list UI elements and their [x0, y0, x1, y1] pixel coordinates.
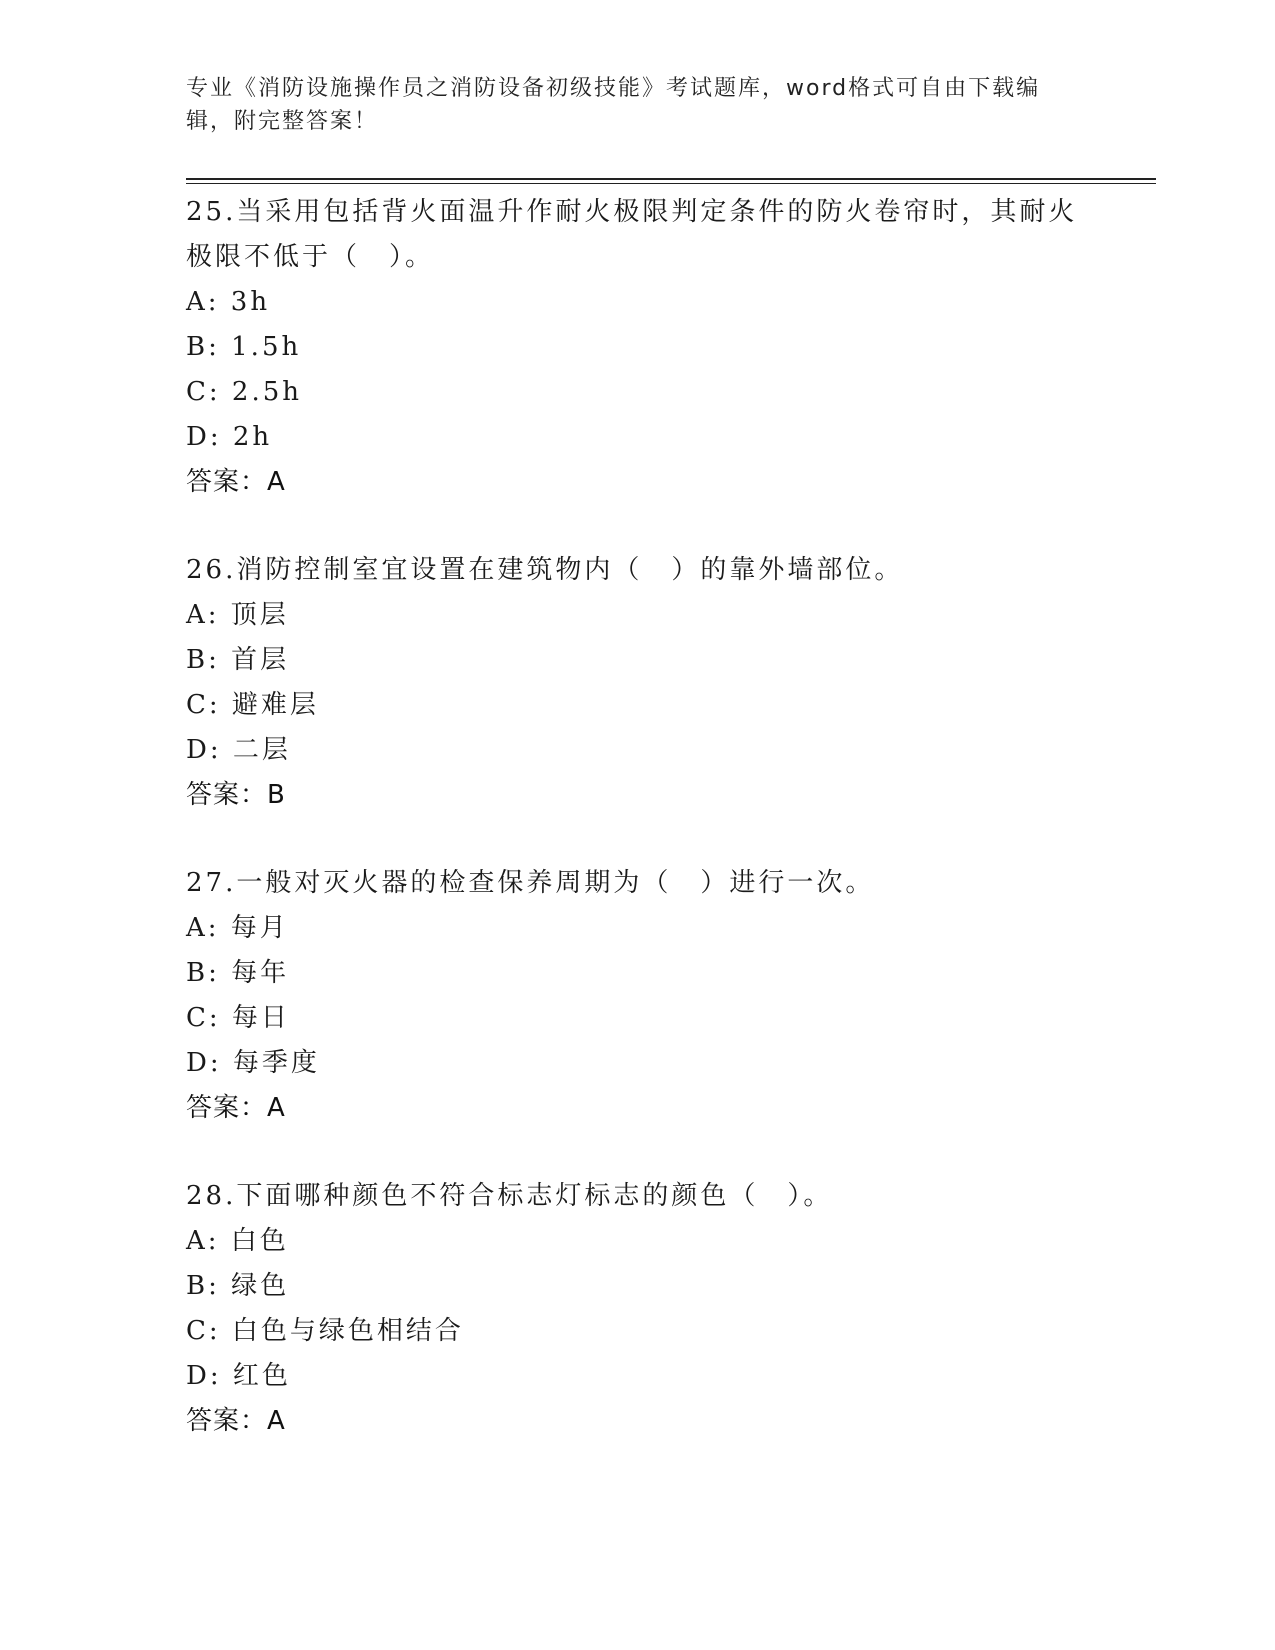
- option-b: B: 绿色: [186, 1271, 290, 1301]
- answer: 答案：A: [186, 1406, 286, 1436]
- question-text: 25.当采用包括背火面温升作耐火极限判定条件的防火卷帘时，其耐火极限不低于（ ）。: [186, 197, 1078, 272]
- document-header: 专业《消防设施操作员之消防设备初级技能》考试题库，word格式可自由下载编辑，附完整答案！: [186, 76, 1041, 134]
- option-d: D: 每季度: [186, 1048, 320, 1078]
- header-divider-thin: [186, 183, 1156, 184]
- option-a: A: 每月: [186, 913, 289, 943]
- option-a: A: 顶层: [186, 600, 289, 630]
- option-b: B: 每年: [186, 958, 290, 988]
- question-26: [186, 548, 1086, 818]
- option-d: D: 红色: [186, 1361, 291, 1391]
- question-text: 26.消防控制室宜设置在建筑物内（ ）的靠外墙部位。: [186, 555, 904, 585]
- question-list: [186, 190, 1086, 1487]
- answer: 答案：A: [186, 467, 286, 497]
- question-27: [186, 861, 1086, 1131]
- option-b: B: 1.5h: [186, 332, 302, 362]
- question-28: [186, 1174, 1086, 1444]
- option-c: C: 避难层: [186, 690, 319, 720]
- option-c: C: 白色与绿色相结合: [186, 1316, 464, 1346]
- option-b: B: 首层: [186, 645, 290, 675]
- question-text: 27.一般对灭火器的检查保养周期为（ ）进行一次。: [186, 868, 875, 898]
- answer: 答案：B: [186, 780, 286, 810]
- question-text: 28.下面哪种颜色不符合标志灯标志的颜色（ ）。: [186, 1181, 833, 1211]
- option-d: D: 二层: [186, 735, 291, 765]
- option-d: D: 2h: [186, 422, 273, 452]
- option-c: C: 每日: [186, 1003, 290, 1033]
- option-a: A: 白色: [186, 1226, 289, 1256]
- option-a: A: 3h: [186, 287, 271, 317]
- header-divider-thick: [186, 178, 1156, 180]
- answer: 答案：A: [186, 1093, 286, 1123]
- option-c: C: 2.5h: [186, 377, 303, 407]
- question-25: [186, 190, 1086, 505]
